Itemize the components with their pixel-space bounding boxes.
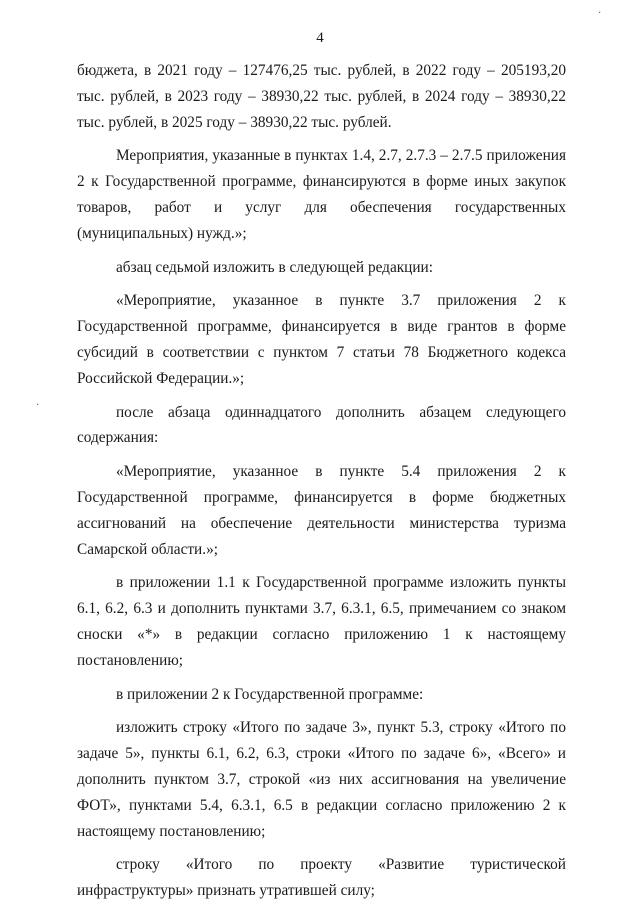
- scan-speck: ·: [598, 8, 602, 19]
- scan-speck: ·: [36, 400, 40, 411]
- paragraph-appendix-2-rows: изложить строку «Итого по задаче 3», пункт 5.3, строку «Итого по задаче 5», пункты 6.1, 6.2, 6.3, строки «Итого по задаче 6», «Всего» и дополнить пунктом 3.7, строкой «из них ассигнования на увеличение ФОТ», пунктами 5.4, 6.3.1, 6.5 в редакции согласно приложению 2 к настоящему постановлению;: [77, 719, 566, 840]
- paragraph-instruction-eleventh: после абзаца одиннадцатого дополнить абзацем следующего содержания:: [77, 403, 566, 447]
- paragraph-ministry-funding: «Мероприятие, указанное в пункте 5.4 приложения 2 к Государственной программе, финансируется в форме бюджетных ассигнований на обеспечение деятельности министерства туризма Самарской области.»;: [77, 463, 566, 558]
- paragraph-instruction-seventh: абзац седьмой изложить в следующей редакции:: [116, 258, 433, 276]
- paragraph-procurement-funding: Мероприятия, указанные в пунктах 1.4, 2.7, 2.7.3 – 2.7.5 приложения 2 к Государственной программе, финансируются в форме иных закупок товаров, работ и услуг для обеспечения государственных (муниципальных) нужд.»;: [77, 147, 566, 242]
- paragraph-appendix-1-1: в приложении 1.1 к Государственной программе изложить пункты 6.1, 6.2, 6.3 и дополнить пунктами 3.7, 6.3.1, 6.5, примечанием со знаком сноски «*» в редакции согласно приложению 1 к настоящему постановлению;: [77, 574, 566, 669]
- paragraph-project-row-void: строку «Итого по проекту «Развитие туристической инфраструктуры» признать утратившей силу;: [77, 856, 566, 900]
- document-body: [77, 58, 566, 904]
- page-number: 4: [316, 30, 324, 46]
- paragraph-budget-amounts: бюджета, в 2021 году – 127476,25 тыс. рублей, в 2022 году – 205193,20 тыс. рублей, в 2023 году – 38930,22 тыс. рублей, в 2024 году – 38930,22 тыс. рублей, в 2025 году – 38930,22 тыс. рублей.: [77, 62, 566, 131]
- paragraph-appendix-2-intro: в приложении 2 к Государственной программе:: [116, 685, 424, 703]
- paragraph-grant-funding: «Мероприятие, указанное в пункте 3.7 приложения 2 к Государственной программе, финансируется в виде грантов в форме субсидий в соответствии с пунктом 7 статьи 78 Бюджетного кодекса Российской Федерации.»;: [77, 292, 566, 387]
